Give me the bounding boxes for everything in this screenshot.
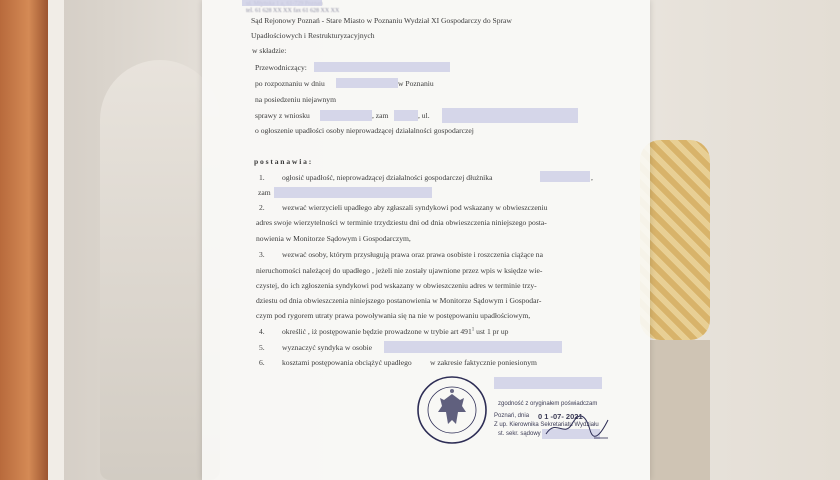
item-5-number: 5. [259, 343, 265, 352]
background-patterned-sleeve [640, 140, 710, 340]
redaction-debtor-name [540, 171, 590, 182]
redaction-stamp-header [494, 377, 602, 389]
item-3-line3: czystej, do ich zgłoszenia syndykowi pod wskazany w obwieszczeniu adres w terminie trzy- [256, 281, 537, 290]
item-2-line3: nowienia w Monitorze Sądowym i Gospodarczym, [256, 234, 411, 243]
item-6-tail: w zakresie faktycznie poniesionym [430, 358, 537, 367]
item-4-tail: ust 1 pr up [474, 327, 509, 336]
item-6-text: kosztami postępowania obciążyć upadłego [282, 358, 412, 367]
redaction-date [336, 78, 398, 88]
item-4-text [282, 327, 508, 336]
signature-icon [542, 412, 612, 442]
decision-heading: postanawia: [254, 157, 314, 166]
item-1-number: 1. [259, 173, 265, 182]
redaction-header [242, 0, 322, 6]
court-name-line1: Sąd Rejonowy Poznań - Stare Miasto w Poznaniu Wydział XI Gospodarczy do Spraw [251, 16, 512, 25]
item-5-text: wyznaczyć syndyka w osobie [282, 343, 373, 352]
item-4-number: 4. [259, 327, 265, 336]
redaction-street [442, 108, 578, 123]
court-document [202, 0, 650, 480]
item-3-line2: nieruchomości należącej do upadłego , jeżeli nie zostały ujawnione przez wpis w księdze wie- [256, 266, 543, 275]
item-4-main: określić , iż postępowanie będzie prowadzone w trybie art 491 [282, 327, 472, 336]
court-name-line2: Upadłościowych i Restrukturyzacyjnych [251, 31, 375, 40]
item-6-number: 6. [259, 358, 265, 367]
redaction-applicant [320, 110, 372, 121]
item-3-line1: wezwać osoby, którym przysługują prawa oraz prawa osobiste i roszczenia ciążące na [282, 250, 543, 259]
item-2-line1: wezwać wierzycieli upadłego aby zgłaszali syndykowi pod wskazany w obwieszczeniu [282, 203, 548, 212]
certification-text: zgodność z oryginałem poświadczam [498, 401, 598, 407]
redaction-trustee [384, 341, 562, 353]
case-zam-label: , zam [372, 111, 389, 120]
background-door [0, 0, 48, 480]
stamp-date: 0 1 -07- 2021 [538, 412, 583, 421]
stamp-authority: Z up. Kierownika Sekretariatu Wydziału [494, 422, 599, 428]
chair-label: Przewodniczący: [255, 63, 307, 72]
examined-date-text: po rozpoznaniu w dniu [255, 79, 325, 88]
item-1-comma: , [591, 173, 593, 182]
item-3-line5: czym pod rygorem utraty prawa powoływania się na nie w postępowaniu upadłościowym, [256, 311, 531, 320]
case-applicant-label: sprawy z wniosku [255, 111, 310, 120]
session-text: na posiedzeniu niejawnym [255, 95, 336, 104]
stamp-role: st. sekr. sądowy [498, 431, 541, 437]
court-phone: tel. 61 628 XX XX fax 61 628 XX XX [246, 8, 340, 14]
item-1-text: ogłosić upadłość, nieprowadzącej działalności gospodarczej dłużnika [282, 173, 493, 182]
redaction-city [394, 110, 418, 121]
item-4-superscript: 1 [471, 327, 475, 333]
item-1-address-label: zam [258, 188, 271, 197]
case-street-label: , ul. [418, 111, 430, 120]
background-door-frame [48, 0, 64, 480]
item-3-number: 3. [259, 250, 265, 259]
examined-place-text: w Poznaniu [398, 79, 434, 88]
redaction-chair [314, 62, 450, 72]
court-seal-icon [414, 372, 496, 450]
item-2-number: 2. [259, 203, 265, 212]
item-3-line4: dziestu od dnia obwieszczenia niniejszego postanowienia w Monitorze Sądowym i Gospodar- [256, 296, 542, 305]
case-subject: o ogłoszenie upadłości osoby nieprowadzącej działalności gospodarczej [255, 126, 474, 135]
background-furniture [650, 340, 710, 480]
stamp-date-label: Poznań, dnia [494, 413, 530, 419]
composition-label: w składzie: [252, 46, 287, 55]
redaction-debtor-address [274, 187, 432, 198]
item-2-line2: adres swoje wierzytelności w terminie trzydziestu dni od dnia obwieszczenia niniejszego posta- [256, 218, 547, 227]
